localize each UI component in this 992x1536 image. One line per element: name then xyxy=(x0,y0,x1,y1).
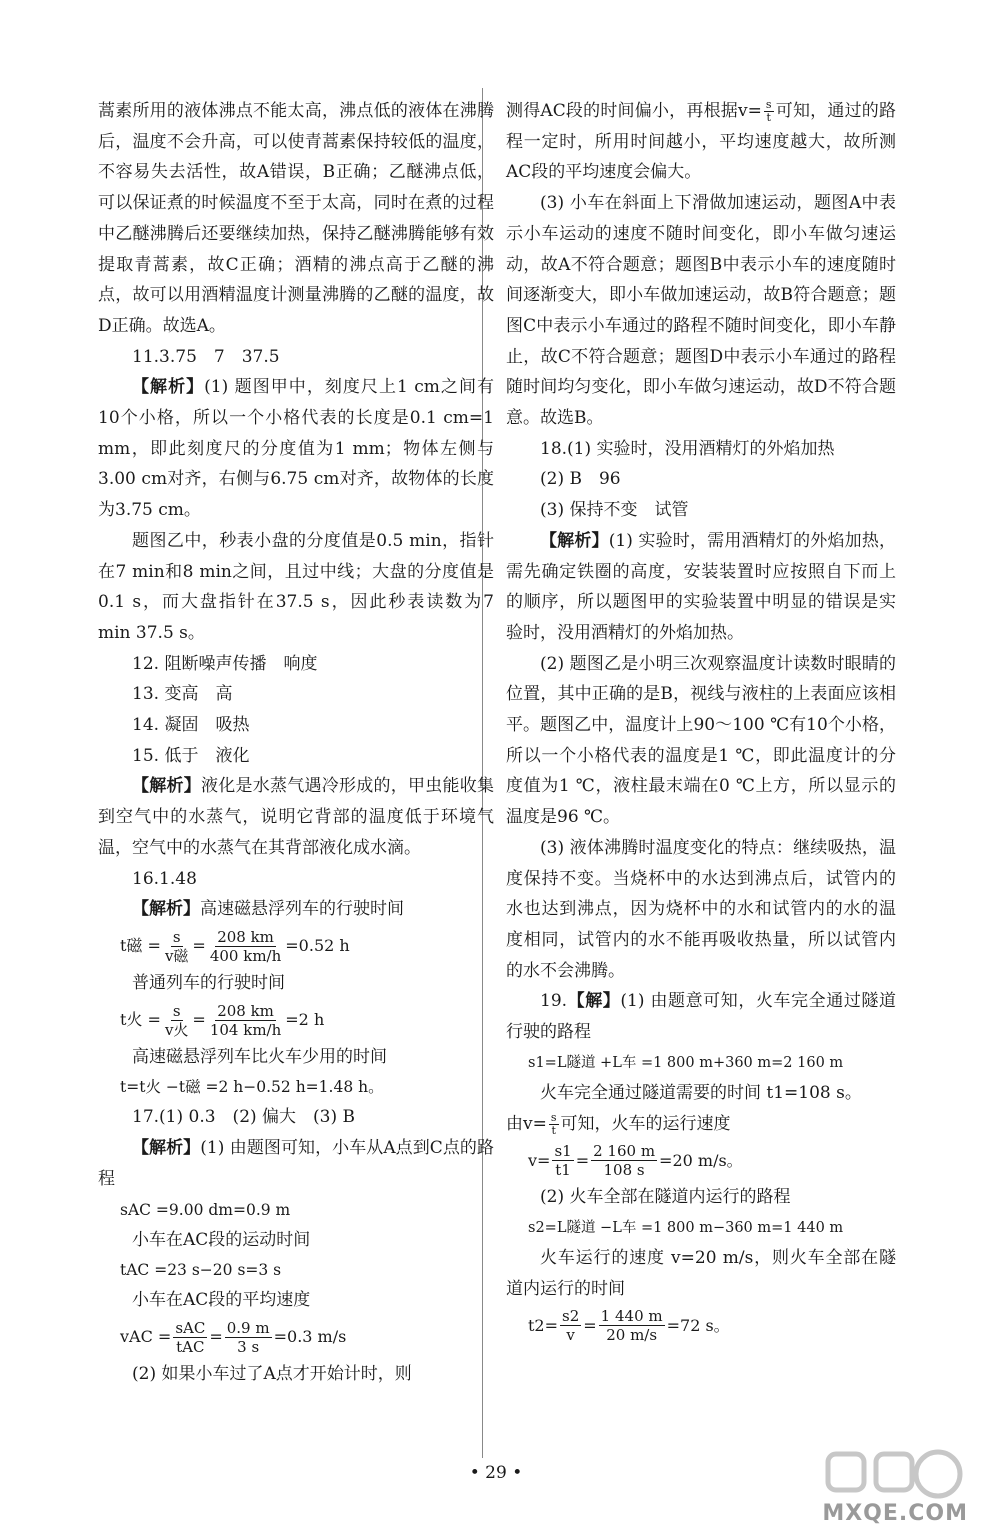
answer-18-explanation-a: 【解析】(1) 实验时，需用酒精灯的外焰加热，需先确定铁圈的高度，安装装置时应按照自下而上的顺序，所以题图甲的实验装置中明显的错误是实验时，没用酒精灯的外焰加热。 xyxy=(506,530,897,643)
fraction: $\frac{208 km}{104 km/h}$ xyxy=(209,1001,282,1039)
analysis-label: 【解析】 xyxy=(132,899,200,920)
equation-train-speed: v= $\frac{s1}{t1}$ = $\frac{2 160 m}{108 s}$ =20 m/s。 xyxy=(528,1142,743,1180)
analysis-label: 【解析】 xyxy=(132,1138,201,1159)
answer-15-explanation: 【解析】液化是水蒸气遇冷形成的，甲虫能收集到空气中的水蒸气，说明它背部的温度低于环境气温，空气中的水蒸气在其背部液化成水滴。 xyxy=(98,776,494,858)
equation-time-difference: t=t火 −t磁 =2 h−0.52 h=1.48 h。 xyxy=(120,1078,384,1097)
equation-time-ac: tAC =23 s−20 s=3 s xyxy=(120,1261,282,1280)
answer-12: 12. 阻断噪声传播 响度 xyxy=(132,653,318,674)
analysis-label: 【解析】 xyxy=(132,377,205,398)
answer-18-explanation-b: (2) 题图乙是小明三次观察温度计读数时眼睛的位置，其中正确的是B，视线与液柱的上表面应该相平。题图乙中，温度计上90～100 ℃有10个小格，所以一个小格代表的温度是1 ℃，即此温度计的分度值为1 ℃，液柱最末端在0 ℃上方，所以显示的温度是96 ℃。 xyxy=(506,653,896,828)
answer-16-explanation-b: 普通列车的行驶时间 xyxy=(132,972,285,993)
fraction: $\frac{0.9 m}{3 s}$ xyxy=(226,1318,270,1356)
answer-18-2: (2) B 96 xyxy=(540,469,621,490)
answer-18-3: (3) 保持不变 试管 xyxy=(540,500,689,521)
fraction: $\frac{s}{\text{v磁}}$ xyxy=(164,927,189,965)
fraction: $\frac{2 160 m}{108 s}$ xyxy=(593,1142,656,1180)
equation-s2: s2=L隧道 −L车 =1 800 m−360 m=1 440 m xyxy=(528,1219,844,1236)
right-column xyxy=(506,96,896,1347)
equation-speed-ac: vAC = $\frac{\text{sAC}}{\text{tAC}}$ = $\frac{0.9 m}{3 s}$ =0.3 m/s xyxy=(120,1318,347,1356)
answer-19-b: 火车完全通过隧道需要的时间 t1=108 s。 xyxy=(540,1082,862,1103)
answer-17: 17.(1) 0.3 (2) 偏大 (3) B xyxy=(132,1107,356,1128)
page-number: • 29 • xyxy=(469,1463,523,1483)
equation-maglev-time: t磁 = $\frac{s}{\text{v磁}}$ = $\frac{208 km}{400 km/h}$ =0.52 h xyxy=(120,927,350,965)
left-column xyxy=(98,96,500,1390)
fraction: $\frac{s}{t}$ xyxy=(765,98,772,124)
answer-14: 14. 凝固 吸热 xyxy=(132,715,250,736)
answer-11-explanation-b: 题图乙中，秒表小盘的分度值是0.5 min，指针在7 min和8 min之间，且过中线；大盘的分度值是0.1 s，而大盘指针在37.5 s，因此秒表读数为7 min 37.5 s。 xyxy=(98,530,500,643)
answer-16-explanation-c: 高速磁悬浮列车比火车少用的时间 xyxy=(132,1046,387,1067)
answer-19-e: 火车运行的速度 v=20 m/s，则火车全部在隧道内运行的时间 xyxy=(506,1247,896,1299)
answer-19-a: 19.【解】(1) 由题意可知，火车完全通过隧道行驶的路程 xyxy=(506,991,897,1043)
answer-13: 13. 变高 高 xyxy=(132,684,233,705)
analysis-label: 【解析】 xyxy=(132,776,201,797)
answer-18-1: 18.(1) 实验时，没用酒精灯的外焰加热 xyxy=(540,438,835,459)
fraction: $\frac{\text{sAC}}{\text{tAC}}$ xyxy=(175,1318,206,1356)
fraction: $\frac{s}{\text{v火}}$ xyxy=(164,1001,189,1039)
solution-label: 【解】 xyxy=(567,991,621,1012)
answer-16-explanation-a: 【解析】高速磁悬浮列车的行驶时间 xyxy=(132,899,404,920)
answer-17-explanation-f: (3) 小车在斜面上下滑做加速运动，题图A中表示小车运动的速度不随时间变化，即小车做匀速运动，故A不符合题意；题图B中表示小车的速度随时间逐渐变大，即小车做加速运动，故B符合题意；题图C中表示小车通过的路程不随时间变化，即小车静止，故C不符合题意；题图D中表示小车通过的路程随时间均匀变化，即小车做匀速运动，故D不符合题意。故选B。 xyxy=(506,193,896,429)
fraction: $\frac{s}{t}$ xyxy=(550,1110,557,1137)
answer-19-c: 由v= $\frac{s}{t}$ 可知，火车的运行速度 xyxy=(506,1110,731,1137)
answer-18-explanation-c: (3) 液体沸腾时温度变化的特点：继续吸热，温度保持不变。当烧杯中的水达到沸点后，试管内的水也达到沸点，因为烧杯中的水和试管内的水的温度相同，试管内的水不能再吸收热量，所以试管内的水不会沸腾。 xyxy=(506,837,896,981)
fraction: $\frac{s1}{t1}$ xyxy=(554,1142,572,1180)
answer-19-d: (2) 火车全部在隧道内运行的路程 xyxy=(540,1187,791,1208)
answer-11-explanation-a: 【解析】(1) 题图甲中，刻度尺上1 cm之间有10个小格，所以一个小格代表的长度是0.1 cm=1 mm，即此刻度尺的分度值为1 mm；物体左侧与3.00 cm对齐，右侧与6.75 cm对齐，故物体的长度为3.75 cm。 xyxy=(98,377,500,521)
answer-11: 11.3.75 7 37.5 xyxy=(132,346,280,367)
answer-17-explanation-c: 小车在AC段的平均速度 xyxy=(132,1290,311,1311)
answer-15: 15. 低于 液化 xyxy=(132,745,250,766)
answer-16: 16.1.48 xyxy=(132,868,197,889)
answer-10-explanation: 蒿素所用的液体沸点不能太高，沸点低的液体在沸腾后，温度不会升高，可以使青蒿素保持较低的温度，不容易失去活性，故A错误，B正确；乙醚沸点低，可以保证煮的时候温度不至于太高，同时在煮的过程中乙醚沸腾后还要继续加热，保持乙醚沸腾能够有效提取青蒿素，故C正确；酒精的沸点高于乙醚的沸点，故可以用酒精温度计测量沸腾的乙醚的温度，故D正确。故选A。 xyxy=(98,101,494,336)
answer-17-explanation-e: 测得AC段的时间偏小，再根据v= $\frac{s}{t}$ 可知，通过的路程一定时，所用时间越小，平均速度越大，故所测AC段的平均速度会偏大。 xyxy=(506,98,897,183)
answer-17-explanation-a: 【解析】(1) 由题图可知，小车从A点到C点的路程 xyxy=(98,1138,494,1189)
analysis-label: 【解析】 xyxy=(540,530,609,551)
equation-s1: s1=L隧道 +L车 =1 800 m+360 m=2 160 m xyxy=(528,1054,844,1071)
fraction: $\frac{s2}{v}$ xyxy=(562,1307,580,1345)
fraction: $\frac{1 440 m}{20 m/s}$ xyxy=(600,1307,663,1345)
equation-distance-ac: sAC =9.00 dm=0.9 m xyxy=(120,1200,291,1219)
answer-17-explanation-d: (2) 如果小车过了A点才开始计时，则 xyxy=(132,1363,412,1384)
watermark-text: MXQE.COM xyxy=(822,1501,968,1526)
answer-17-explanation-b: 小车在AC段的运动时间 xyxy=(132,1229,311,1250)
equation-train-time: t火 = $\frac{s}{\text{v火}}$ = $\frac{208 km}{104 km/h}$ =2 h xyxy=(120,1001,325,1039)
fraction: $\frac{208 km}{400 km/h}$ xyxy=(209,927,282,965)
equation-t2: t2= $\frac{s2}{v}$ = $\frac{1 440 m}{20 m/s}$ =72 s。 xyxy=(528,1307,730,1345)
